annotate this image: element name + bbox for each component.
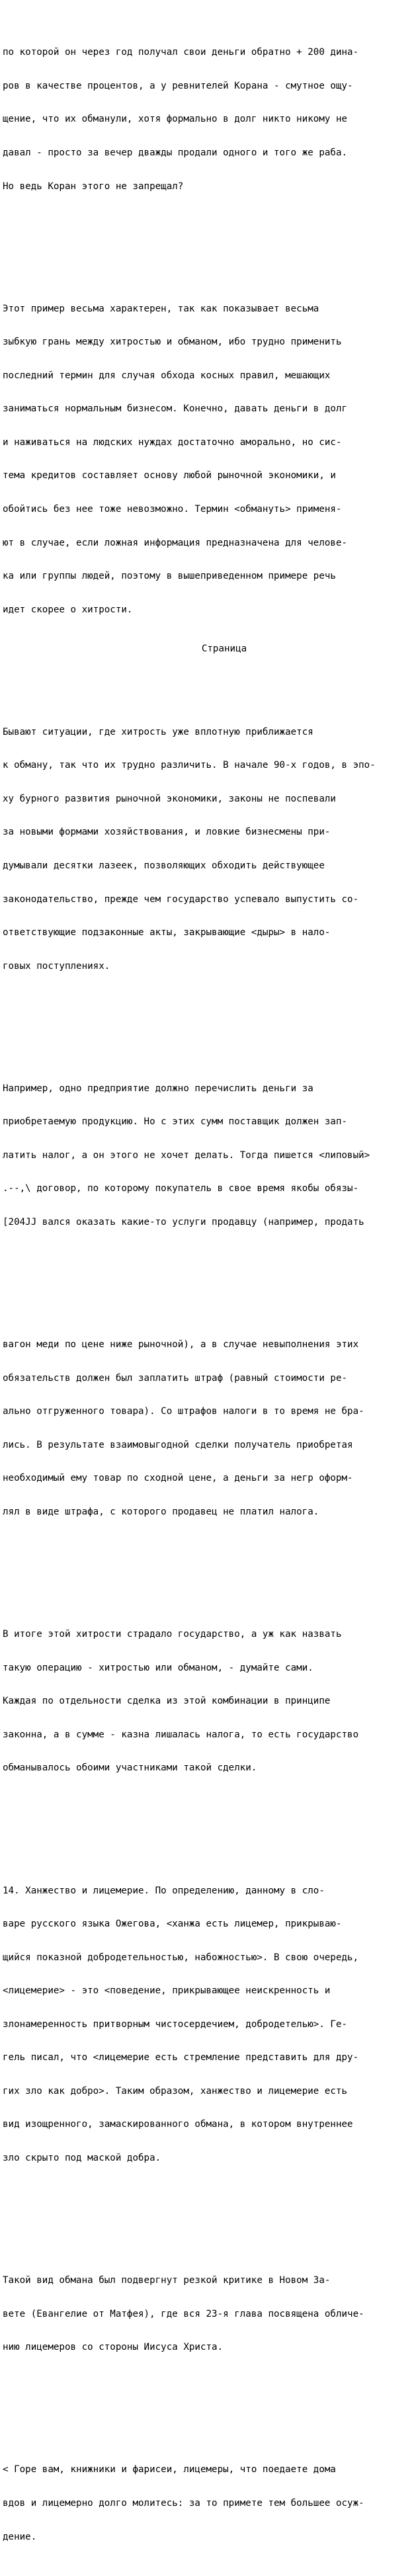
text-line: и наживаться на людских нуждах достаточно аморально, но сис- <box>3 436 342 448</box>
text-line: дение. <box>3 2531 37 2542</box>
text-line: зло скрыто под маской добра. <box>3 2152 161 2163</box>
text-line: гих зло как добро>. Таким образом, ханжество и лицемерие есть <box>3 2085 348 2097</box>
text-line: вагон меди по цене ниже рыночной), а в случае невыполнения этих <box>3 1339 359 1350</box>
text-line: вдов и лицемерно долго молитесь: за то примете тем большее осуж- <box>3 2498 364 2509</box>
text-line: к обману, так что их трудно различить. В начале 90-х годов, в эпо- <box>3 760 376 771</box>
paragraph-7 <box>3 1863 407 2186</box>
text-line: давал - просто за вечер дважды продали одного и того же раба. <box>3 147 348 158</box>
text-line: лись. В результате взаимовыгодной сделки получатель приобретая <box>3 1439 353 1450</box>
paragraph-8 <box>3 2253 407 2375</box>
text-line: лял в виде штрафа, с которого продавец не платил налога. <box>3 1506 319 1517</box>
text-line: ют в случае, если ложная информация предназначена для челове- <box>3 537 348 548</box>
paragraph-3 <box>3 704 407 994</box>
text-line: за новыми формами хозяйствования, и ловкие бизнесмены при- <box>3 827 331 838</box>
paragraph-gap <box>3 1819 407 1830</box>
page-footer-label: Страница <box>201 644 247 654</box>
text-line: приобретаемую продукцию. Но с этих сумм поставщик должен зап- <box>3 1116 348 1128</box>
text-line: вид изощренного, замаскированного обмана, в котором внутреннее <box>3 2119 353 2130</box>
text-line: варе русского языка Ожегова, <ханжа есть лицемер, прикрываю- <box>3 1919 342 1930</box>
text-line: ка или группы людей, поэтому в вышеприведенном примере речь <box>3 571 336 582</box>
text-line: обойтись без нее тоже невозможно. Термин <обмануть> применя- <box>3 503 342 515</box>
text-line: Например, одно предприятие должно перечислить деньги за <box>3 1083 313 1094</box>
paragraph-gap <box>3 2208 407 2220</box>
text-line: .--,\ договор, по которому покупатель в свое время якобы обязы- <box>3 1183 359 1194</box>
paragraph-2 <box>3 281 407 638</box>
text-line: В итоге этой хитрости страдало государство, а уж как назвать <box>3 1629 342 1640</box>
text-line: думывали десятки лазеек, позволяющих обходить действующее <box>3 860 325 871</box>
document-page <box>3 3 407 2576</box>
paragraph-1 <box>3 25 407 214</box>
text-line: латить налог, а он этого не хочет делать. Тогда пишется <липовый> <box>3 1149 370 1161</box>
text-line: нию лицемеров со стороны Иисуса Христа. <box>3 2342 224 2353</box>
text-line: щение, что их обманули, хотя формально в долг никто никому не <box>3 114 348 125</box>
text-line: обманывалось обоими участниками такой сделки. <box>3 1763 257 1774</box>
text-line: ху бурного развития рыночной экономики, законы не поспевали <box>3 793 336 804</box>
text-line: ров в качестве процентов, а у ревнителей Корана - смутное ощу- <box>3 80 353 91</box>
text-line: гель писал, что <лицемерие есть стремление представить для дру- <box>3 2052 359 2063</box>
text-line: ально отгруженного товара). Со штрафов налоги в то время не бра- <box>3 1406 364 1417</box>
text-line: Но ведь Коран этого не запрещал? <box>3 181 184 192</box>
paragraph-9 <box>3 2442 407 2565</box>
paragraph-gap <box>3 660 407 671</box>
text-line: необходимый ему товар по сходной цене, а деньги за негр оформ- <box>3 1473 353 1484</box>
paragraph-6 <box>3 1607 407 1796</box>
text-line: тема кредитов составляет основу любой рыночной экономики, и <box>3 470 336 481</box>
page-break-gap <box>3 1272 407 1284</box>
text-line: 14. Ханжество и лицемерие. По определению, данному в сло- <box>3 1885 325 1896</box>
text-line: Такой вид обмана был подвергнут резкой критике в Новом За- <box>3 2275 331 2286</box>
text-line: по которой он через год получал свои деньги обратно + 200 дина- <box>3 47 359 58</box>
text-line: [204JJ вался оказать какие-то услуги продавцу (например, продать <box>3 1216 364 1227</box>
text-line: идет скорее о хитрости. <box>3 604 133 615</box>
text-line: Бывают ситуации, где хитрость уже вплотную приближается <box>3 726 313 737</box>
text-line: Этот пример весьма характерен, так как показывает весьма <box>3 303 319 314</box>
text-line: законодательство, прежде чем государство успевало выпустить со- <box>3 893 359 905</box>
paragraph-gap <box>3 237 407 248</box>
text-line: вете (Евангелие от Матфея), где вся 23-я глава посвящена обличе- <box>3 2308 364 2319</box>
paragraph-4 <box>3 1061 407 1250</box>
text-line: Каждая по отдельности сделка из этой комбинации в принципе <box>3 1696 331 1707</box>
paragraph-gap <box>3 1562 407 1573</box>
paragraph-gap <box>3 1017 407 1028</box>
text-line: ответствующие подзаконные акты, закрывающие <дыры> в нало- <box>3 927 331 938</box>
text-line: <лицемерие> - это <поведение, прикрывающее неискренность и <box>3 1985 331 1997</box>
text-line: злонамеренность притворным чистосердечием, добродетелью>. Ге- <box>3 2018 348 2030</box>
text-line: говых поступлениях. <box>3 960 110 972</box>
text-line: обязательств должен был заплатить штраф (равный стоимости ре- <box>3 1372 348 1384</box>
text-line: такую операцию - хитростью или обманом, - думайте сами. <box>3 1662 313 1673</box>
text-line: зыбкую грань между хитростью и обманом, ибо трудно применить <box>3 337 342 348</box>
text-line: заниматься нормальным бизнесом. Конечно, давать деньги в долг <box>3 403 348 415</box>
text-line: щийся показной добродетельностью, набожностью>. В свою очередь, <box>3 1952 359 1963</box>
paragraph-5 <box>3 1317 407 1540</box>
text-line: законна, а в сумме - казна лишалась налога, то есть государство <box>3 1729 359 1740</box>
text-line: последний термин для случая обхода косных правил, мешающих <box>3 370 331 381</box>
paragraph-gap <box>3 2397 407 2409</box>
text-line: < Горе вам, книжники и фарисеи, лицемеры, что поедаете дома <box>3 2464 336 2475</box>
